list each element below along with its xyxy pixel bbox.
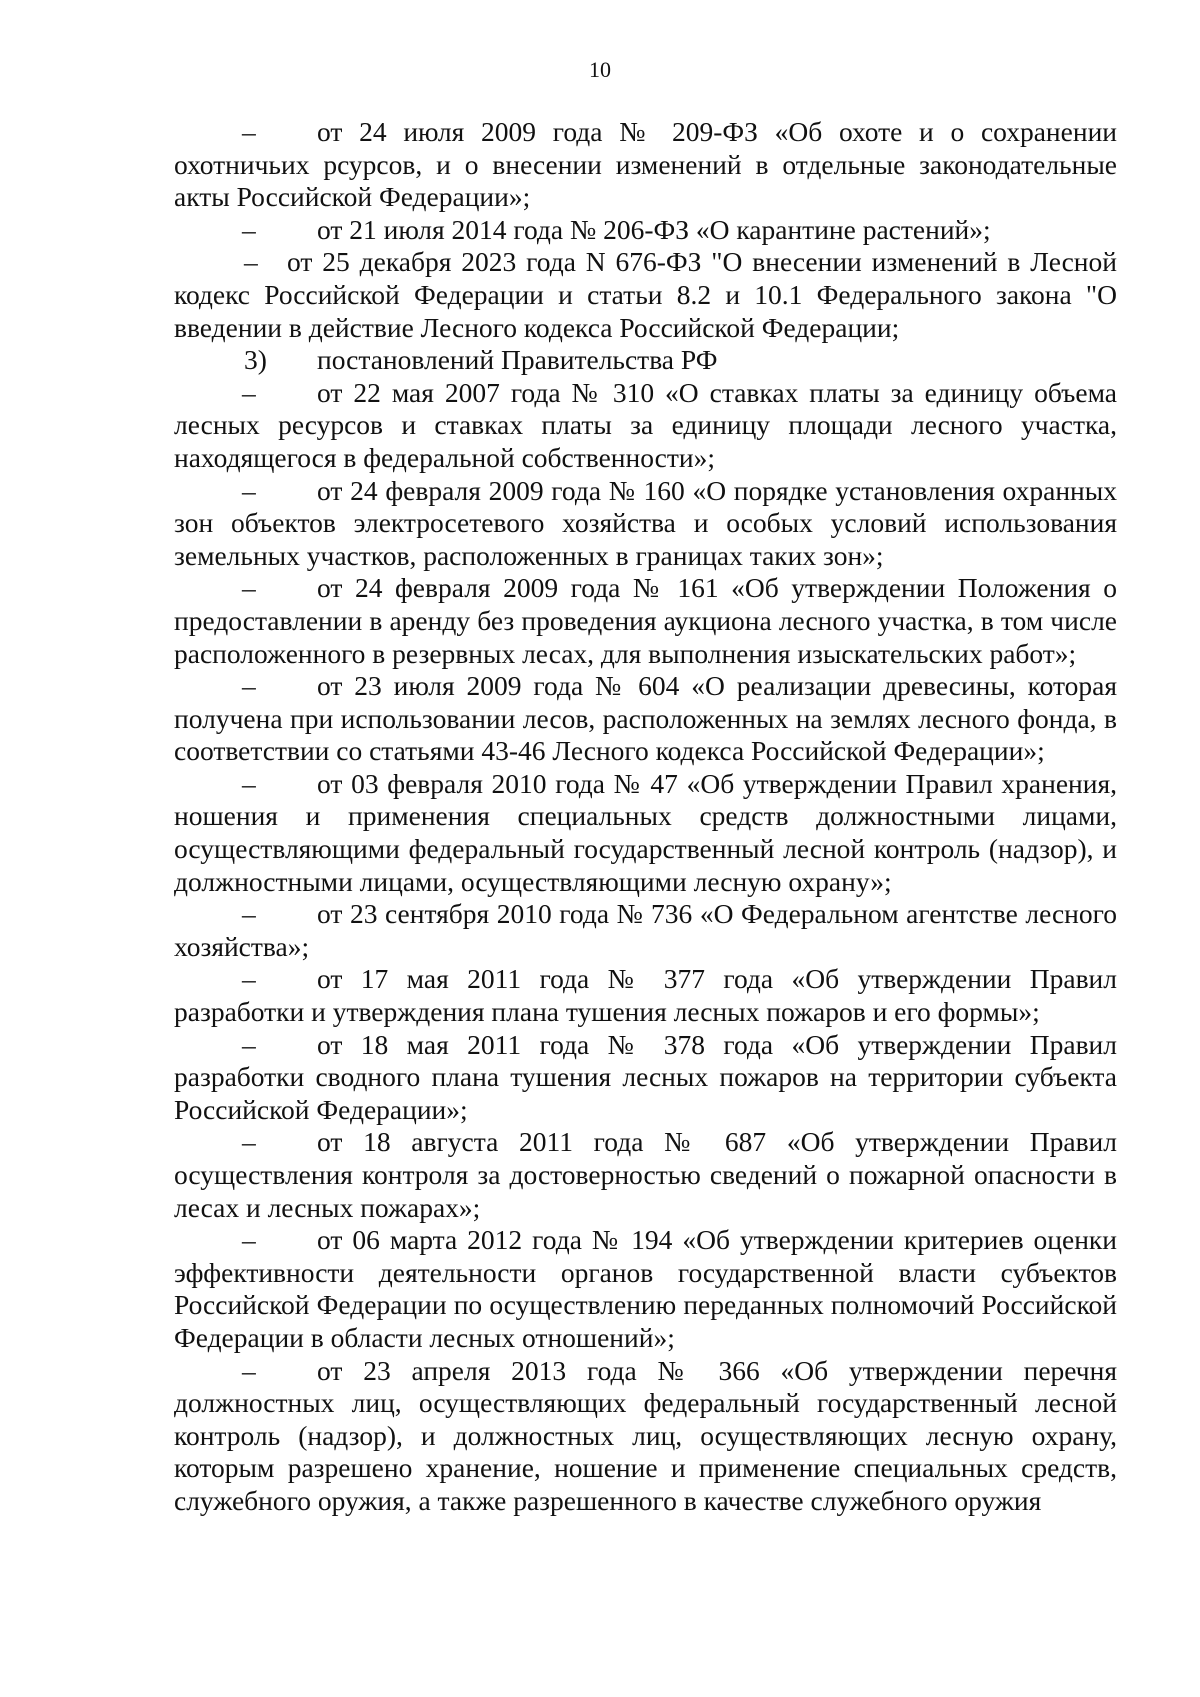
list-item-text: от 18 мая 2011 года № 378 года «Об утверждении Правил разработки сводного плана тушения лесных пожаров на территории субъекта Российской Федерации»; [174,1028,1117,1125]
list-dash: – [242,1028,256,1060]
list-item [174,963,1117,1028]
list-dash: – [242,572,256,604]
list-item [174,246,1117,344]
list-item-text: от 24 февраля 2009 года № 161 «Об утверждении Положения о предоставлении в аренду без проведения аукциона лесного участка, в том числе расположенного в резервных лесах, для выполнения изыскательских работ»; [174,572,1117,669]
document-body [174,116,1117,1518]
list-item [174,1355,1117,1518]
list-dash: – [242,1224,256,1256]
list-item [174,475,1117,573]
list-dash: – [242,963,256,995]
list-item-text: от 23 июля 2009 года № 604 «О реализации древесины, которая получена при использовании лесов, расположенных на землях лесного фонда, в соответствии со статьями 43-46 Лесного кодекса Российской Федерации»; [174,670,1117,767]
list-dash: – [242,474,256,506]
list-item [174,1126,1117,1224]
list-dash: – [242,767,256,799]
list-item [174,572,1117,670]
list-dash: – [242,116,256,147]
list-item-text: от 21 июля 2014 года № 206-ФЗ «О карантине растений»; [317,213,991,245]
list-item-text: от 17 мая 2011 года № 377 года «Об утверждении Правил разработки и утверждения плана тушения лесных пожаров и его формы»; [174,963,1117,1028]
list-item [174,1224,1117,1354]
list-item-text: от 06 марта 2012 года № 194 «Об утверждении критериев оценки эффективности деятельности органов государственной власти субъектов Российской Федерации по осуществлению переданных полномочий Российской Федерации в области лесных отношений»; [174,1224,1117,1353]
list-item-text: от 24 июля 2009 года № 209-ФЗ «Об охоте и о сохранении охотничьих рсурсов, и о внесении изменений в отдельные законодательные акты Российской Федерации»; [174,116,1117,213]
section-number: 3) [244,344,267,376]
list-item [174,116,1117,214]
page-number: 10 [589,57,611,82]
list-dash: – [242,376,256,408]
list-dash: – [242,1126,256,1158]
list-item [174,214,1117,247]
list-item-text: от 23 апреля 2013 года № 366 «Об утверждении перечня должностных лиц, осуществляющих федеральный государственный лесной контроль (надзор), и должностных лиц, осуществляющих лесную охрану, которым разрешено хранение, ношение и применение специальных средств, служебного оружия, а также разрешенного в качестве служебного оружия [174,1354,1117,1516]
list-dash: – [242,1354,256,1386]
list-dash: – [244,246,258,278]
list-item-text: от 24 февраля 2009 года № 160 «О порядке установления охранных зон объектов электросетевого хозяйства и особых условий использования земельных участков, расположенных в границах таких зон»; [174,474,1117,571]
list-item [174,377,1117,475]
list-item-text: от 03 февраля 2010 года № 47 «Об утверждении Правил хранения, ношения и применения специальных средств должностными лицами, осуществляющими федеральный государственный лесной контроль (надзор), и должностными лицами, осуществляющими лесную охрану»; [174,767,1117,897]
section-title: постановлений Правительства РФ [317,344,718,376]
list-item-text: от 18 августа 2011 года № 687 «Об утверждении Правил осуществления контроля за достоверностью сведений о пожарной опасности в лесах и лесных пожарах»; [174,1126,1117,1223]
list-item [174,670,1117,768]
list-dash: – [242,670,256,702]
list-dash: – [242,898,256,930]
list-dash: – [242,213,256,245]
list-item [174,768,1117,898]
list-item [174,898,1117,963]
section-heading [174,344,1117,377]
list-item [174,1029,1117,1127]
list-item-text: от 25 декабря 2023 года N 676-ФЗ "О внесении изменений в Лесной кодекс Российской Федерации и статьи 8.2 и 10.1 Федерального закона "О введении в действие Лесного кодекса Российской Федерации; [174,246,1117,343]
list-item-text: от 22 мая 2007 года № 310 «О ставках платы за единицу объема лесных ресурсов и ставках платы за единицу площади лесного участка, находящегося в федеральной собственности»; [174,376,1117,473]
list-item-text: от 23 сентября 2010 года № 736 «О Федеральном агентстве лесного хозяйства»; [174,898,1117,962]
